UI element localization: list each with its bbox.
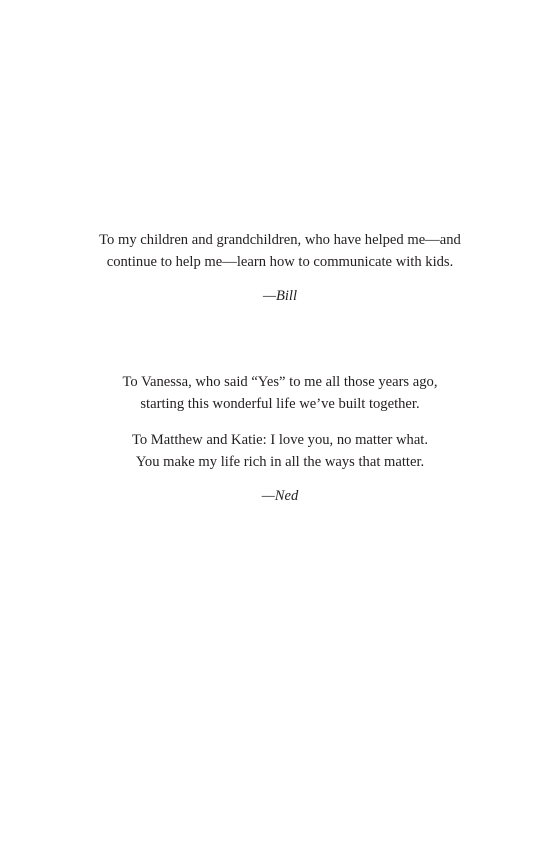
dedication-line: To Vanessa, who said “Yes” to me all those years ago, <box>122 374 438 390</box>
dedication-line: continue to help me—learn how to communicate with kids. <box>106 254 454 270</box>
signature-bill: —Bill <box>262 288 298 304</box>
dedication-ned-paragraph-vanessa <box>0 371 560 415</box>
dedication-ned <box>0 371 560 506</box>
dedication-line: To Matthew and Katie: I love you, no matter what. <box>131 432 429 448</box>
dedication-bill <box>0 229 560 306</box>
dedication-ned-paragraph-children <box>0 429 560 473</box>
dedication-line: To my children and grandchildren, who have helped me—and <box>99 232 461 248</box>
dedication-line: starting this wonderful life we’ve built together. <box>140 396 420 412</box>
signature-ned: —Ned <box>261 488 299 504</box>
dedication-bill-text <box>0 229 560 273</box>
dedication-line: You make my life rich in all the ways that matter. <box>135 454 425 470</box>
